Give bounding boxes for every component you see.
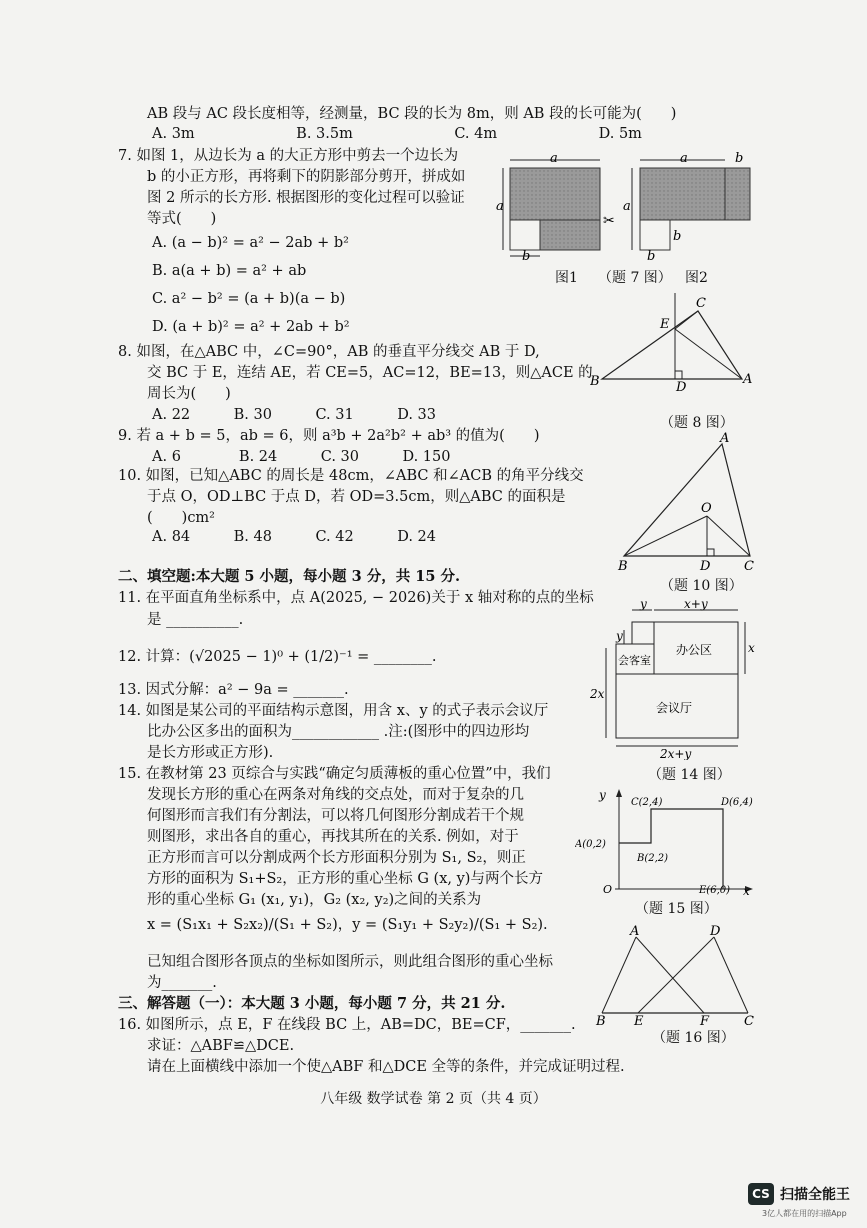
text-line: 发现长方形的重心在两条对角线的交点处，而对于复杂的几 (147, 787, 524, 803)
fig8-label-B: B (590, 374, 600, 389)
fig15-label-xaxis: x (743, 884, 750, 895)
text-line: 周长为( ) (147, 386, 231, 402)
watermark-subtitle: 3亿人都在用的扫描App (762, 1209, 847, 1218)
fig15-label-C: C(2,4) (631, 797, 663, 808)
text-line: 11. 在平面直角坐标系中，点 A(2025, − 2026)关于 x 轴对称的点的坐标 (118, 590, 594, 606)
text-line: C. a² − b² = (a + b)(a − b) (152, 291, 346, 307)
fig16-label-C: C (744, 1014, 754, 1025)
figure-caption: （题 8 图） (660, 415, 734, 431)
fig7-label-b4: b (647, 249, 656, 264)
fig14-label-y-top: y (640, 600, 647, 611)
text-line: 14. 如图是某公司的平面结构示意图，用含 x、y 的式子表示会议厅 (118, 703, 549, 719)
figure-10 (610, 432, 760, 572)
fig10-label-C: C (744, 559, 754, 572)
fig10-label-O: O (701, 501, 712, 516)
figure-15 (575, 785, 760, 895)
figure-16 (592, 925, 762, 1025)
text-line: 二、填空题:本大题 5 小题，每小题 3 分，共 15 分. (118, 568, 461, 585)
fig14-label-hall: 会议厅 (656, 701, 693, 715)
figure-7 (495, 150, 760, 265)
figure-caption: 图1 (555, 270, 578, 286)
figure-caption: （题 10 图） (660, 578, 743, 594)
fig7-label-b3: b (673, 229, 682, 244)
fig7-label-a4: a (623, 199, 631, 214)
text-line: 正方形而言可以分割成两个长方形面积分别为 S₁, S₂，则正 (147, 850, 526, 866)
text-line: 13. 因式分解：a² − 9a = _______. (118, 682, 349, 698)
text-line: A. 84 B. 48 C. 42 D. 24 (152, 529, 436, 545)
fig7-label-b2: b (735, 151, 744, 166)
fig15-label-E: E(6,0) (699, 885, 731, 895)
camscanner-logo: CS (748, 1183, 774, 1205)
figure-14 (588, 600, 760, 760)
fig16-label-A: A (630, 925, 640, 939)
fig7-label-b1: b (522, 249, 531, 264)
fig16-label-B: B (596, 1014, 606, 1025)
text-line: 为_______. (147, 975, 217, 991)
fig7-label-a2: a (496, 199, 504, 214)
text-line: x = (S₁x₁ + S₂x₂)/(S₁ + S₂)，y = (S₁y₁ + S₂y₂)/(S₁ + S₂). (147, 917, 548, 933)
text-line: b 的小正方形，再将剩下的阴影部分剪开，拼成如 (147, 169, 466, 185)
text-line: 已知组合图形各顶点的坐标如图所示，则此组合图形的重心坐标 (147, 954, 553, 970)
fig8-label-D: D (676, 380, 687, 395)
text-line: 形的重心坐标 G₁ (x₁, y₁)，G₂ (x₂, y₂)之间的关系为 (147, 892, 482, 908)
figure-caption: （题 7 图） (598, 270, 672, 286)
text-line: AB 段与 AC 段长度相等，经测量，BC 段的长为 8m，则 AB 段的长可能为( ) (147, 106, 677, 122)
text-line: 8. 如图，在△ABC 中，∠C=90°，AB 的垂直平分线交 AB 于 D, (118, 344, 540, 360)
text-line: 9. 若 a + b = 5，ab = 6，则 a³b + 2a²b² + ab³ 的值为( ) (118, 428, 540, 444)
text-line: 是长方形或正方形). (147, 745, 274, 761)
fig10-label-A: A (720, 432, 730, 446)
fig10-label-B: B (618, 559, 628, 572)
text-line: 12. 计算：(√2025 − 1)⁰ + (1/2)⁻¹ = ________. (118, 649, 437, 665)
fig8-label-E: E (660, 317, 670, 332)
text-line: 比办公区多出的面积为____________ .注:(图形中的四边形均 (147, 724, 530, 740)
text-line: 10. 如图，已知△ABC 的周长是 48cm，∠ABC 和∠ACB 的角平分线交 (118, 468, 584, 484)
fig15-label-B: B(2,2) (637, 853, 669, 864)
text-line: 是 __________. (147, 612, 244, 628)
text-line: 方形的面积为 S₁+S₂，正方形的重心坐标 G (x, y)与两个长方 (147, 871, 543, 887)
figure-caption: （题 14 图） (648, 767, 731, 783)
fig15-label-yaxis: y (599, 788, 606, 802)
scanner-watermark (748, 1180, 858, 1220)
text-line: A. (a − b)² = a² − 2ab + b² (152, 235, 349, 251)
text-line: ( )cm² (147, 510, 215, 526)
text-line: D. (a + b)² = a² + 2ab + b² (152, 319, 350, 335)
text-line: 16. 如图所示，点 E，F 在线段 BC 上，AB=DC，BE=CF，_______. (118, 1017, 576, 1033)
text-line: 于点 O，OD⊥BC 于点 D，若 OD=3.5cm，则△ABC 的面积是 (147, 489, 566, 505)
fig16-label-D: D (710, 925, 721, 939)
page-footer: 八年级 数学试卷 第 2 页（共 4 页） (320, 1091, 547, 1107)
fig10-label-D: D (700, 559, 711, 572)
scissors-icon: ✂ (603, 213, 615, 229)
fig7-label-a1: a (550, 151, 558, 166)
figure-8 (590, 293, 760, 403)
fig7-label-a3: a (680, 151, 688, 166)
text-line: 交 BC 于 E，连结 AE，若 CE=5，AC=12，BE=13，则△ACE 的 (147, 365, 593, 381)
text-line: 请在上面横线中添加一个使△ABF 和△DCE 全等的条件，并完成证明过程. (147, 1059, 625, 1075)
text-line: 求证：△ABF≌△DCE. (147, 1038, 295, 1054)
text-line: B. a(a + b) = a² + ab (152, 263, 307, 279)
text-line: A. 3m B. 3.5m C. 4m D. 5m (152, 126, 642, 142)
figure-caption: （题 16 图） (652, 1030, 735, 1046)
fig16-label-E: E (634, 1014, 644, 1025)
fig14-label-reception: 会客室 (618, 654, 651, 667)
fig14-label-bottom: 2x+y (660, 747, 692, 760)
fig14-label-xy: x+y (684, 600, 708, 611)
text-line: 何图形而言我们有分割法，可以将几何图形分割成若干个规 (147, 808, 524, 824)
fig14-label-office: 办公区 (676, 643, 713, 657)
text-line: A. 22 B. 30 C. 31 D. 33 (152, 407, 436, 423)
fig8-label-C: C (696, 296, 706, 311)
fig14-label-x-right: x (748, 641, 755, 655)
figure-caption: （题 15 图） (635, 901, 718, 917)
fig16-label-F: F (700, 1014, 710, 1025)
fig15-label-D: D(6,4) (721, 797, 753, 808)
text-line: 7. 如图 1，从边长为 a 的大正方形中剪去一个边长为 (118, 148, 459, 164)
text-line: 等式( ) (147, 211, 217, 227)
watermark-name: 扫描全能王 (780, 1187, 850, 1203)
text-line: 则图形，求出各自的重心，再找其所在的关系. 例如，对于 (147, 829, 519, 845)
fig15-label-A: A(0,2) (575, 839, 606, 850)
fig14-label-2x: 2x (590, 687, 605, 701)
text-line: 15. 在教材第 23 页综合与实践“确定匀质薄板的重心位置”中，我们 (118, 766, 551, 782)
text-line: 三、解答题（一）：本大题 3 小题，每小题 7 分，共 21 分. (118, 995, 506, 1012)
fig8-label-A: A (743, 372, 753, 387)
fig15-label-O: O (603, 883, 613, 895)
text-line: 图 2 所示的长方形. 根据图形的变化过程可以验证 (147, 190, 465, 206)
text-line: A. 6 B. 24 C. 30 D. 150 (152, 449, 451, 465)
figure-caption: 图2 (685, 270, 708, 286)
fig14-label-y-left: y (616, 629, 623, 643)
